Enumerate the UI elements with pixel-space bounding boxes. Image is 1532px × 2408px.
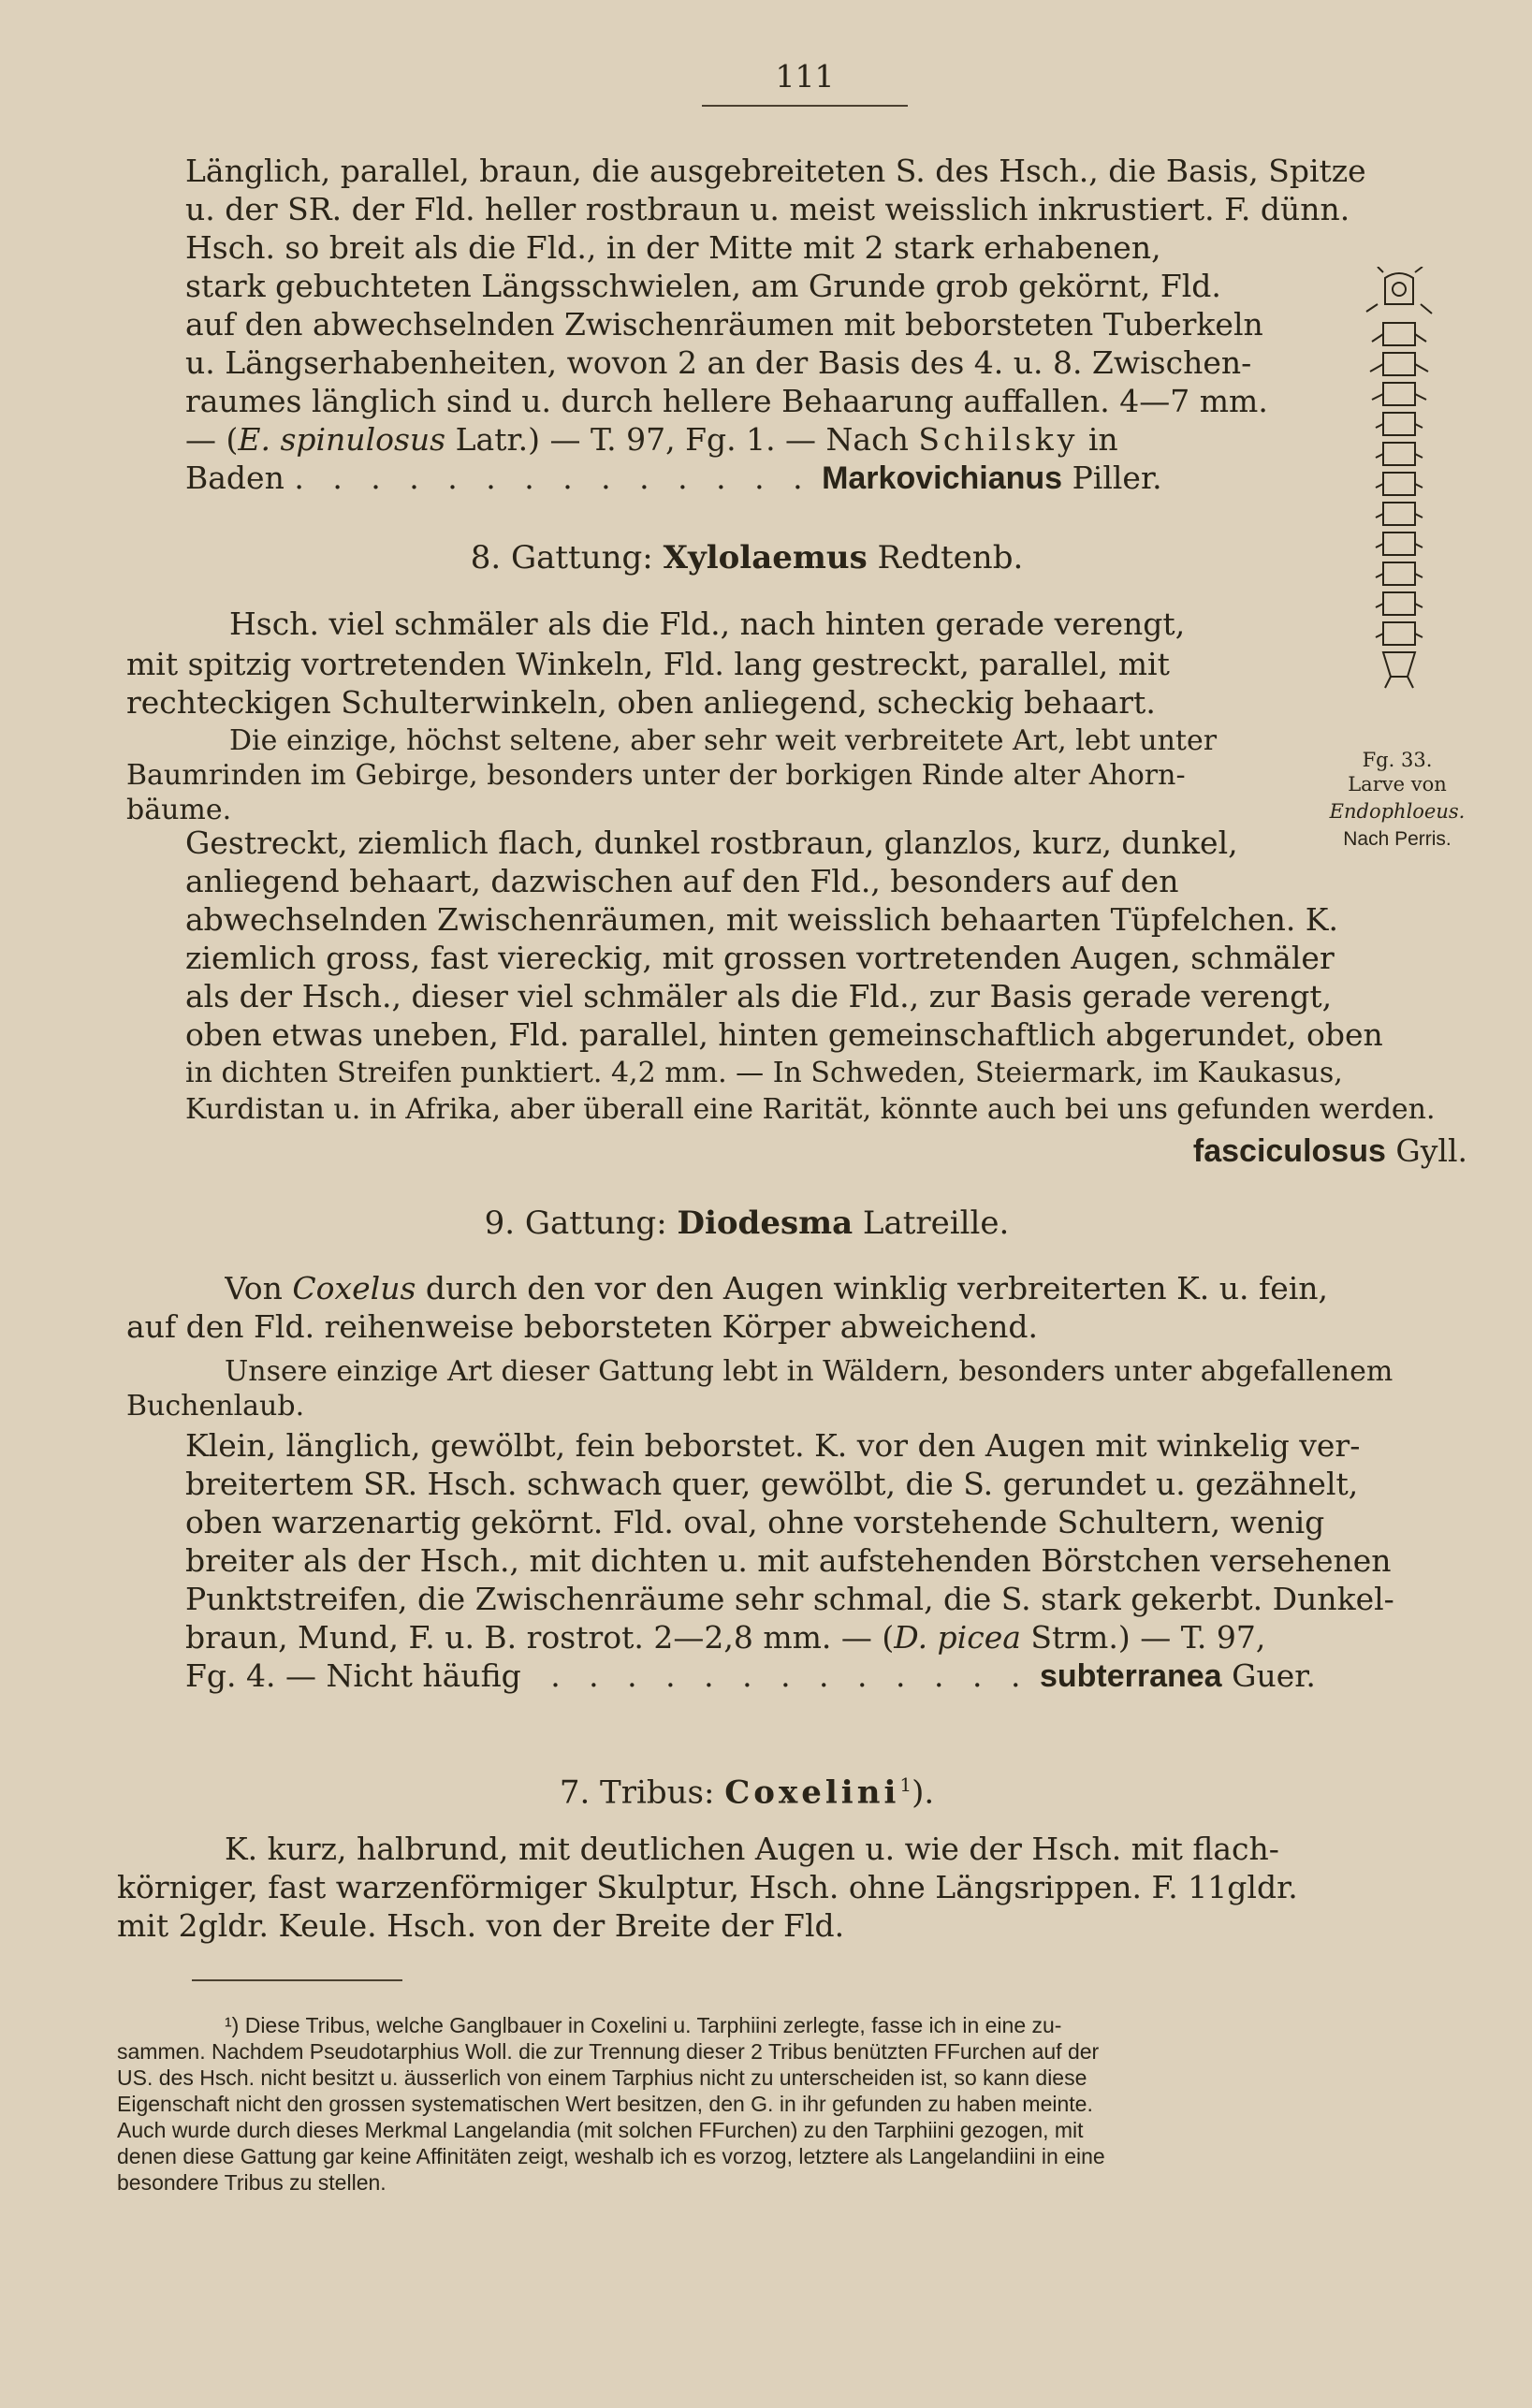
paragraph-line: oben etwas uneben, Fld. parallel, hinten gemeinschaftlich abgerundet, oben bbox=[185, 1016, 1383, 1053]
paragraph-line: braun, Mund, F. u. B. rostrot. 2—2,8 mm. — (D. picea Strm.) — T. 97, bbox=[185, 1619, 1266, 1656]
note-line: Unsere einzige Art dieser Gattung lebt in Wäldern, besonders unter abgefallenem bbox=[225, 1355, 1393, 1388]
paragraph-line: oben warzenartig gekörnt. Fld. oval, ohne vorstehende Schultern, wenig bbox=[185, 1504, 1325, 1540]
author-name: Schilsky bbox=[918, 421, 1079, 458]
footnote-line: ¹) Diese Tribus, welche Ganglbauer in Coxelini u. Tarphiini zerlegte, fasse ich in eine zu- bbox=[225, 2013, 1062, 2037]
footnote-line: denen diese Gattung gar keine Affinitäten zeigt, weshalb ich es vorzog, letztere als Langelandiini in eine bbox=[117, 2144, 1105, 2168]
paragraph-line: Punktstreifen, die Zwischenräume sehr schmal, die S. stark gekerbt. Dunkel- bbox=[185, 1581, 1394, 1617]
paragraph-line: mit 2gldr. Keule. Hsch. von der Breite der Fld. bbox=[117, 1907, 845, 1944]
genus-heading: 8. Gattung: Xylolaemus Redtenb. bbox=[470, 539, 1024, 576]
note-line: bäume. bbox=[126, 794, 232, 826]
figure-caption-larve: Larve von bbox=[1348, 773, 1447, 795]
footnote-line: Eigenschaft nicht den grossen systematischen Wert besitzen, den G. in ihr gefunden zu haben meinte. bbox=[117, 2092, 1093, 2116]
paragraph-line: anliegend behaart, dazwischen auf den Fld., besonders auf den bbox=[185, 863, 1179, 899]
paragraph-line: breitertem SR. Hsch. schwach quer, gewölbt, die S. gerundet u. gezähnelt, bbox=[185, 1466, 1359, 1502]
tribe-name: Coxelini bbox=[724, 1773, 900, 1812]
paragraph-line: körniger, fast warzenförmiger Skulptur, Hsch. ohne Längsrippen. F. 11gldr. bbox=[117, 1869, 1298, 1905]
species-synonym: E. spinulosus bbox=[238, 421, 446, 458]
paragraph-line: Klein, länglich, gewölbt, fein beborstet. K. vor den Augen mit winkelig ver- bbox=[185, 1427, 1361, 1464]
paragraph-line: Kurdistan u. in Afrika, aber überall eine Rarität, könnte auch bei uns gefunden werden. bbox=[185, 1093, 1436, 1126]
footnote-line: sammen. Nachdem Pseudotarphius Woll. die zur Trennung dieser 2 Tribus benützten FFurchen auf der bbox=[117, 2039, 1100, 2064]
paragraph-line: u. der SR. der Fld. heller rostbraun u. meist weisslich inkrustiert. F. dünn. bbox=[185, 191, 1350, 227]
paragraph-line: Länglich, parallel, braun, die ausgebreiteten S. des Hsch., die Basis, Spitze bbox=[185, 153, 1366, 189]
species-synonym: D. picea bbox=[894, 1619, 1021, 1656]
species-line: Baden . . . . . . . . . . . . . . Markovichianus Piller. bbox=[185, 460, 1162, 496]
paragraph-line: auf den Fld. reihenweise beborsteten Körper abweichend. bbox=[126, 1308, 1039, 1345]
paragraph-line: als der Hsch., dieser viel schmäler als die Fld., zur Basis gerade verengt, bbox=[185, 978, 1333, 1014]
note-line: Baumrinden im Gebirge, besonders unter der borkigen Rinde alter Ahorn- bbox=[126, 759, 1186, 792]
paragraph-line: ziemlich gross, fast viereckig, mit grossen vortretenden Augen, schmäler bbox=[185, 940, 1335, 976]
paragraph-line: rechteckigen Schulterwinkeln, oben anliegend, scheckig behaart. bbox=[126, 684, 1156, 721]
figure-caption-number: Fg. 33. bbox=[1362, 749, 1433, 771]
larva-figure bbox=[1357, 267, 1441, 735]
page-number-rule bbox=[702, 105, 908, 107]
page-number: 111 bbox=[775, 58, 835, 95]
species-name-line: fasciculosus Gyll. bbox=[1192, 1132, 1467, 1169]
footnote-line: besondere Tribus zu stellen. bbox=[117, 2170, 387, 2195]
paragraph-line: raumes länglich sind u. durch hellere Behaarung auffallen. 4—7 mm. bbox=[185, 383, 1268, 419]
paragraph-line: abwechselnden Zwischenräumen, mit weisslich behaarten Tüpfelchen. K. bbox=[185, 901, 1338, 938]
genus-reference: Coxelus bbox=[292, 1270, 416, 1306]
paragraph-line: mit spitzig vortretenden Winkeln, Fld. lang gestreckt, parallel, mit bbox=[126, 646, 1170, 682]
note-line: Buchenlaub. bbox=[126, 1390, 305, 1423]
paragraph-line: u. Längserhabenheiten, wovon 2 an der Basis des 4. u. 8. Zwischen- bbox=[185, 344, 1252, 381]
figure-caption-genus: Endophloeus. bbox=[1329, 800, 1466, 823]
tribe-heading: 7. Tribus: Coxelini$^1$). bbox=[559, 1773, 935, 1812]
paragraph-line: Hsch. so breit als die Fld., in der Mitte mit 2 stark erhabenen, bbox=[185, 229, 1161, 266]
paragraph-line: stark gebuchteten Längsschwielen, am Grunde grob gekörnt, Fld. bbox=[185, 268, 1221, 304]
species-name: subterranea bbox=[1039, 1658, 1222, 1694]
genus-name: Xylolaemus bbox=[663, 539, 868, 576]
paragraph-line: Gestreckt, ziemlich flach, dunkel rostbraun, glanzlos, kurz, dunkel, bbox=[185, 825, 1238, 861]
paragraph-line: Hsch. viel schmäler als die Fld., nach hinten gerade verengt, bbox=[229, 606, 1186, 642]
paragraph-line: in dichten Streifen punktiert. 4,2 mm. — In Schweden, Steiermark, im Kaukasus, bbox=[185, 1057, 1343, 1089]
figure-caption-source: Nach Perris. bbox=[1343, 828, 1452, 850]
note-line: Die einzige, höchst seltene, aber sehr weit verbreitete Art, lebt unter bbox=[229, 724, 1218, 757]
genus-name: Diodesma bbox=[677, 1204, 854, 1242]
paragraph-line: breiter als der Hsch., mit dichten u. mit aufstehenden Börstchen versehenen bbox=[185, 1542, 1392, 1579]
paragraph-line-reference: — (E. spinulosus Latr.) — T. 97, Fg. 1. — Nach Schilsky in bbox=[185, 421, 1118, 458]
footnote-line: Auch wurde durch dieses Merkmal Langelandia (mit solchen FFurchen) zu den Tarphiini gezogen, mit bbox=[117, 2118, 1084, 2142]
footnote-rule bbox=[192, 1979, 402, 1981]
paragraph-line: auf den abwechselnden Zwischenräumen mit beborsteten Tuberkeln bbox=[185, 306, 1263, 343]
paragraph-line: Von Coxelus durch den vor den Augen winklig verbreiterten K. u. fein, bbox=[225, 1270, 1329, 1306]
genus-heading: 9. Gattung: Diodesma Latreille. bbox=[484, 1204, 1010, 1242]
species-line: Fg. 4. — Nicht häufig . . . . . . . . . . . . . subterranea Guer. bbox=[185, 1657, 1316, 1694]
paragraph-line: K. kurz, halbrund, mit deutlichen Augen u. wie der Hsch. mit flach- bbox=[225, 1831, 1279, 1867]
footnote-line: US. des Hsch. nicht besitzt u. äusserlich von einem Tarphius nicht zu unterscheiden ist, so kann diese bbox=[117, 2065, 1087, 2090]
species-name: Markovichianus bbox=[822, 460, 1063, 496]
species-name: fasciculosus bbox=[1192, 1133, 1386, 1169]
